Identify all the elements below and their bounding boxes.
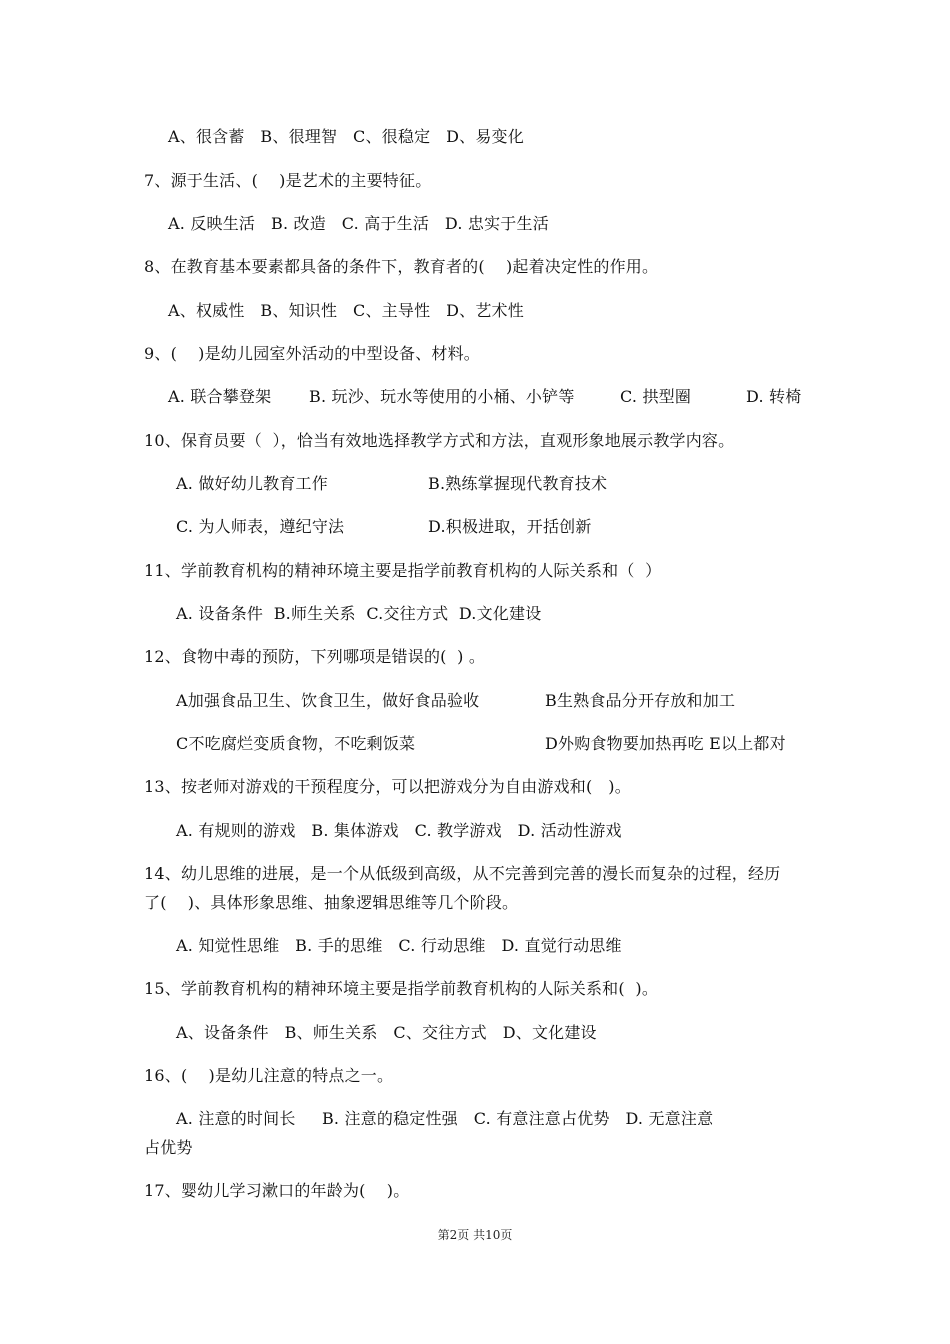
q11-options: A. 设备条件 B.师生关系 C.交往方式 D.文化建设 xyxy=(176,604,542,623)
question-9: 9、( )是幼儿园室外活动的中型设备、材料。 xyxy=(144,344,481,363)
q9-option-c: C. 拱型圈 xyxy=(620,387,692,406)
q9-option-a: A. 联合攀登架 xyxy=(168,387,272,406)
q16-options-line-1: A. 注意的时间长 B. 注意的稳定性强 C. 有意注意占优势 D. 无意注意 xyxy=(176,1109,714,1128)
q9-option-d: D. 转椅 xyxy=(746,387,802,406)
q6-options: A、很含蓄 B、很理智 C、很稳定 D、易变化 xyxy=(168,127,524,146)
question-8: 8、在教育基本要素都具备的条件下，教育者的( )起着决定性的作用。 xyxy=(144,257,659,276)
question-12: 12、食物中毒的预防，下列哪项是错误的( ) 。 xyxy=(144,647,486,666)
q12-option-b: B生熟食品分开存放和加工 xyxy=(545,691,736,710)
question-14-line-2: 了( )、具体形象思维、抽象逻辑思维等几个阶段。 xyxy=(144,893,519,912)
q8-options: A、权威性 B、知识性 C、主导性 D、艺术性 xyxy=(168,301,524,320)
question-16: 16、( )是幼儿注意的特点之一。 xyxy=(144,1066,394,1085)
question-7: 7、源于生活、( )是艺术的主要特征。 xyxy=(144,171,432,190)
page-number-footer: 第2页 共10页 xyxy=(437,1228,513,1242)
q7-options: A. 反映生活 B. 改造 C. 高于生活 D. 忠实于生活 xyxy=(168,214,549,233)
q10-option-d: D.积极进取，开括创新 xyxy=(428,517,592,536)
question-13: 13、按老师对游戏的干预程度分，可以把游戏分为自由游戏和( )。 xyxy=(144,777,631,796)
question-11: 11、学前教育机构的精神环境主要是指学前教育机构的人际关系和（ ） xyxy=(144,561,662,580)
q12-option-c: C不吃腐烂变质食物，不吃剩饭菜 xyxy=(176,734,416,753)
question-14-line-1: 14、幼儿思维的进展，是一个从低级到高级，从不完善到完善的漫长而复杂的过程，经历 xyxy=(144,864,781,883)
q9-option-b: B. 玩沙、玩水等使用的小桶、小铲等 xyxy=(309,387,575,406)
question-17: 17、婴幼儿学习漱口的年龄为( )。 xyxy=(144,1181,410,1200)
q12-option-de: D外购食物要加热再吃 E以上都对 xyxy=(545,734,786,753)
q10-option-b: B.熟练掌握现代教育技术 xyxy=(428,474,608,493)
q15-options: A、设备条件 B、师生关系 C、交往方式 D、文化建设 xyxy=(176,1023,597,1042)
question-15: 15、学前教育机构的精神环境主要是指学前教育机构的人际关系和( )。 xyxy=(144,979,659,998)
question-10: 10、保育员要（ ），恰当有效地选择教学方式和方法，直观形象地展示教学内容。 xyxy=(144,431,735,450)
q12-option-a: A加强食品卫生、饮食卫生，做好食品验收 xyxy=(176,691,480,710)
q14-options: A. 知觉性思维 B. 手的思维 C. 行动思维 D. 直觉行动思维 xyxy=(176,936,622,955)
q16-options-line-2: 占优势 xyxy=(144,1138,193,1157)
q10-option-c: C. 为人师表，遵纪守法 xyxy=(176,517,345,536)
q10-option-a: A. 做好幼儿教育工作 xyxy=(176,474,328,493)
q13-options: A. 有规则的游戏 B. 集体游戏 C. 教学游戏 D. 活动性游戏 xyxy=(176,821,622,840)
